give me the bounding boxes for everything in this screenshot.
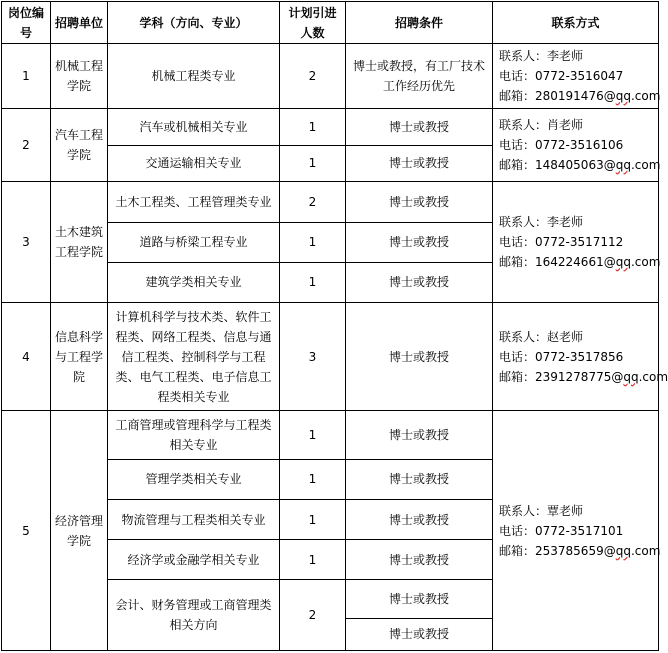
major-cell: 经济学或金融学相关专业 [108, 540, 280, 580]
contact-person: 联系人：肖老师 [499, 117, 584, 132]
count-cell: 2 [280, 44, 346, 108]
major-cell: 管理学类相关专业 [108, 459, 280, 499]
header-contact: 联系方式 [493, 2, 659, 44]
major-cell: 汽车或机械相关专业 [108, 108, 280, 145]
condition-cell: 博士或教授，有工厂技术工作经历优先 [346, 44, 493, 108]
count-cell: 1 [280, 540, 346, 580]
header-unit: 招聘单位 [51, 2, 108, 44]
table-row [2, 302, 659, 411]
contact-cell [493, 44, 659, 108]
position-id: 3 [2, 182, 51, 303]
position-id: 1 [2, 44, 51, 108]
condition-cell: 博士或教授 [346, 580, 493, 618]
position-id: 4 [2, 302, 51, 411]
condition-cell: 博士或教授 [346, 499, 493, 539]
condition-cell: 博士或教授 [346, 459, 493, 499]
major-cell: 计算机科学与技术类、软件工程类、网络工程类、信息与通信工程类、控制科学与工程类、电气工程类、电子信息工程类相关专业 [108, 302, 280, 411]
contact-email: 邮箱：253785659@qq.com [499, 543, 661, 558]
contact-person: 联系人：覃老师 [499, 503, 584, 518]
major-cell: 工商管理或管理科学与工程类相关专业 [108, 411, 280, 459]
major-cell: 交通运输相关专业 [108, 145, 280, 181]
contact-person: 联系人：李老师 [499, 214, 584, 229]
header-major: 学科（方向、专业） [108, 2, 280, 44]
contact-email: 邮箱：164224661@qq.com [499, 254, 661, 269]
major-cell: 机械工程类专业 [108, 44, 280, 108]
major-cell: 道路与桥梁工程专业 [108, 223, 280, 262]
count-cell: 1 [280, 108, 346, 145]
table-header-row [2, 2, 659, 44]
condition-cell: 博士或教授 [346, 262, 493, 302]
condition-cell: 博士或教授 [346, 540, 493, 580]
major-cell: 会计、财务管理或工商管理类相关方向 [108, 580, 280, 651]
contact-cell [493, 108, 659, 181]
table-row [2, 44, 659, 108]
condition-cell: 博士或教授 [346, 618, 493, 650]
major-cell: 物流管理与工程类相关专业 [108, 499, 280, 539]
table-row [2, 411, 659, 459]
major-cell: 土木工程类、工程管理类专业 [108, 182, 280, 223]
table-row [2, 182, 659, 223]
recruitment-table [1, 1, 668, 651]
condition-cell: 博士或教授 [346, 108, 493, 145]
position-id: 2 [2, 108, 51, 181]
contact-email: 邮箱：148405063@qq.com [499, 157, 661, 172]
count-cell: 1 [280, 145, 346, 181]
contact-cell [493, 411, 659, 651]
condition-cell: 博士或教授 [346, 302, 493, 411]
contact-cell [493, 182, 659, 303]
count-cell: 1 [280, 411, 346, 459]
contact-phone: 电话：0772-3516106 [499, 137, 624, 152]
contact-email: 邮箱：2391278775@qq.com [499, 369, 668, 384]
contact-phone: 电话：0772-3517856 [499, 349, 624, 364]
count-cell: 1 [280, 459, 346, 499]
contact-person: 联系人：李老师 [499, 48, 584, 63]
recruiting-unit: 经济管理学院 [51, 411, 108, 651]
contact-phone: 电话：0772-3517101 [499, 523, 624, 538]
count-cell: 1 [280, 499, 346, 539]
count-cell: 1 [280, 223, 346, 262]
recruiting-unit: 信息科学与工程学院 [51, 302, 108, 411]
condition-cell: 博士或教授 [346, 145, 493, 181]
count-cell: 3 [280, 302, 346, 411]
major-cell: 建筑学类相关专业 [108, 262, 280, 302]
recruiting-unit: 土木建筑工程学院 [51, 182, 108, 303]
table-row [2, 108, 659, 145]
contact-person: 联系人：赵老师 [499, 329, 584, 344]
contact-phone: 电话：0772-3516047 [499, 68, 624, 83]
contact-cell [493, 302, 668, 411]
contact-phone: 电话：0772-3517112 [499, 234, 624, 249]
count-cell: 2 [280, 580, 346, 651]
recruiting-unit: 机械工程学院 [51, 44, 108, 108]
condition-cell: 博士或教授 [346, 223, 493, 262]
header-condition: 招聘条件 [346, 2, 493, 44]
condition-cell: 博士或教授 [346, 182, 493, 223]
count-cell: 1 [280, 262, 346, 302]
header-count: 计划引进人数 [280, 2, 346, 44]
header-id: 岗位编号 [2, 2, 51, 44]
count-cell: 2 [280, 182, 346, 223]
contact-email: 邮箱：280191476@qq.com [499, 88, 661, 103]
recruiting-unit: 汽车工程学院 [51, 108, 108, 181]
position-id: 5 [2, 411, 51, 651]
condition-cell: 博士或教授 [346, 411, 493, 459]
